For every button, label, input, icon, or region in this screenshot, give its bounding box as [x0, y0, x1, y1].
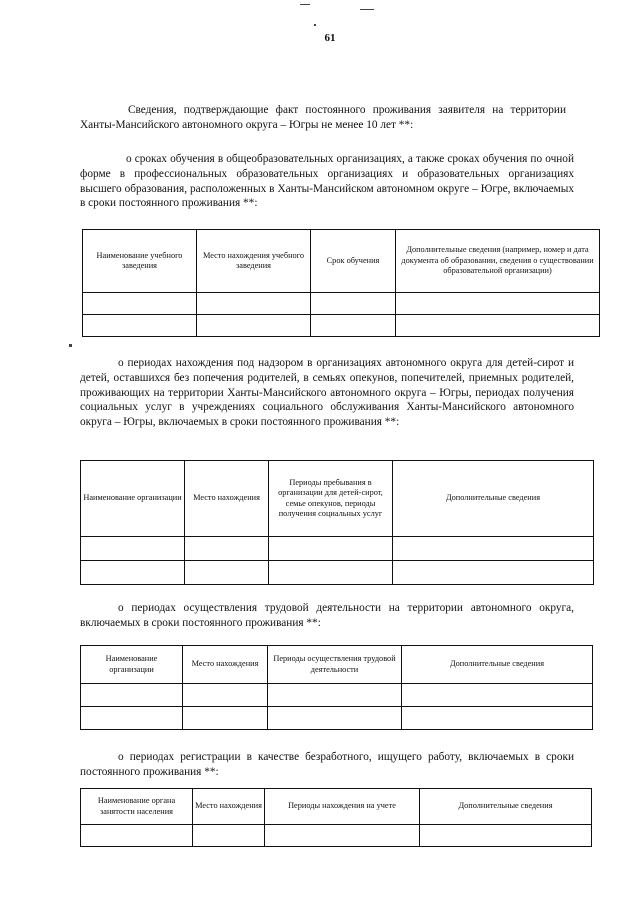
table-cell: [269, 561, 393, 585]
scan-mark-4: [69, 344, 72, 347]
table-cell: [183, 707, 268, 730]
table-cell: [402, 707, 593, 730]
table-cell: [81, 561, 185, 585]
column-header: Периоды осуществления трудовой деятельности: [268, 646, 402, 684]
table-cell: [265, 825, 420, 847]
page-number: 61: [324, 32, 336, 44]
table-row: [81, 561, 594, 585]
table-cell: [185, 561, 269, 585]
column-header: Дополнительные сведения: [393, 461, 594, 537]
intro-text: Сведения, подтверждающие факт постоянного проживания заявителя на территории Ханты-Мансийского автономного округа – Югры не менее 10 лет **:: [80, 104, 566, 131]
education-table: [82, 229, 600, 337]
table-header-row: [81, 789, 592, 825]
section-orphan-care-text: о периодах нахождения под надзором в организациях автономного округа для детей-сирот и детей, оставшихся без попечения родителей, в семьях опекунов, попечителей, приемных родителей, проживающих на территории Ханты-Мансийского автономного округа – Югры, периодах получения социальных услуг в учреждениях социального обслуживания Ханты-Мансийского автономного округа – Югры, включаемых в сроки постоянного проживания **:: [80, 357, 574, 429]
column-header: Периоды нахождения на учете: [265, 789, 420, 825]
column-header: Место нахождения: [183, 646, 268, 684]
table-cell: [81, 537, 185, 561]
column-header: Место нахождения: [193, 789, 265, 825]
section-employment-text: о периодах осуществления трудовой деятельности на территории автономного округа, включаемых в сроки постоянного проживания **:: [80, 602, 574, 629]
table-row: [81, 537, 594, 561]
scan-mark-1: [300, 4, 310, 5]
table-cell: [269, 537, 393, 561]
column-header: Место нахождения учебного заведения: [197, 230, 311, 293]
table-cell: [83, 293, 197, 315]
table-row: [83, 315, 600, 337]
scan-mark-3: [314, 24, 316, 26]
table-row: [81, 684, 593, 707]
column-header: Срок обучения: [311, 230, 396, 293]
employment-table: [80, 645, 593, 730]
table-cell: [268, 707, 402, 730]
section-unemployment-text: о периодах регистрации в качестве безработного, ищущего работу, включаемых в сроки постоянного проживания **:: [80, 751, 574, 778]
column-header: Место нахождения: [185, 461, 269, 537]
table-cell: [193, 825, 265, 847]
section-education-text: о сроках обучения в общеобразовательных организациях, а также сроках обучения по очной форме в профессиональных образовательных организациях и образовательных организациях высшего образования, расположенных в Ханты-Мансийском автономном округе – Югре, включаемых в сроки постоянного проживания **:: [80, 153, 574, 210]
table-cell: [311, 315, 396, 337]
column-header: Дополнительные сведения: [402, 646, 593, 684]
scan-mark-2: [360, 9, 374, 10]
table-row: [81, 707, 593, 730]
table-cell: [183, 684, 268, 707]
table-cell: [268, 684, 402, 707]
column-header: Наименование учебного заведения: [83, 230, 197, 293]
column-header: Периоды пребывания в организации для детей-сирот, семье опекунов, периоды получения социальных услуг: [269, 461, 393, 537]
table-header-row: [81, 646, 593, 684]
table-row: [81, 825, 592, 847]
table-cell: [393, 561, 594, 585]
column-header: Наименование организации: [81, 646, 183, 684]
table-cell: [197, 315, 311, 337]
table-header-row: [83, 230, 600, 293]
column-header: Наименование организации: [81, 461, 185, 537]
table-cell: [402, 684, 593, 707]
table-cell: [311, 293, 396, 315]
unemployment-table: [80, 788, 592, 847]
column-header: Наименование органа занятости населения: [81, 789, 193, 825]
table-cell: [185, 537, 269, 561]
table-cell: [396, 315, 600, 337]
table-cell: [81, 684, 183, 707]
table-cell: [83, 315, 197, 337]
table-row: [83, 293, 600, 315]
orphan-care-table: [80, 460, 594, 585]
table-cell: [393, 537, 594, 561]
column-header: Дополнительные сведения (например, номер и дата документа об образовании, сведения о существовании образовательной организации): [396, 230, 600, 293]
column-header: Дополнительные сведения: [420, 789, 592, 825]
table-cell: [197, 293, 311, 315]
table-cell: [81, 825, 193, 847]
table-header-row: [81, 461, 594, 537]
table-cell: [81, 707, 183, 730]
table-cell: [420, 825, 592, 847]
table-cell: [396, 293, 600, 315]
